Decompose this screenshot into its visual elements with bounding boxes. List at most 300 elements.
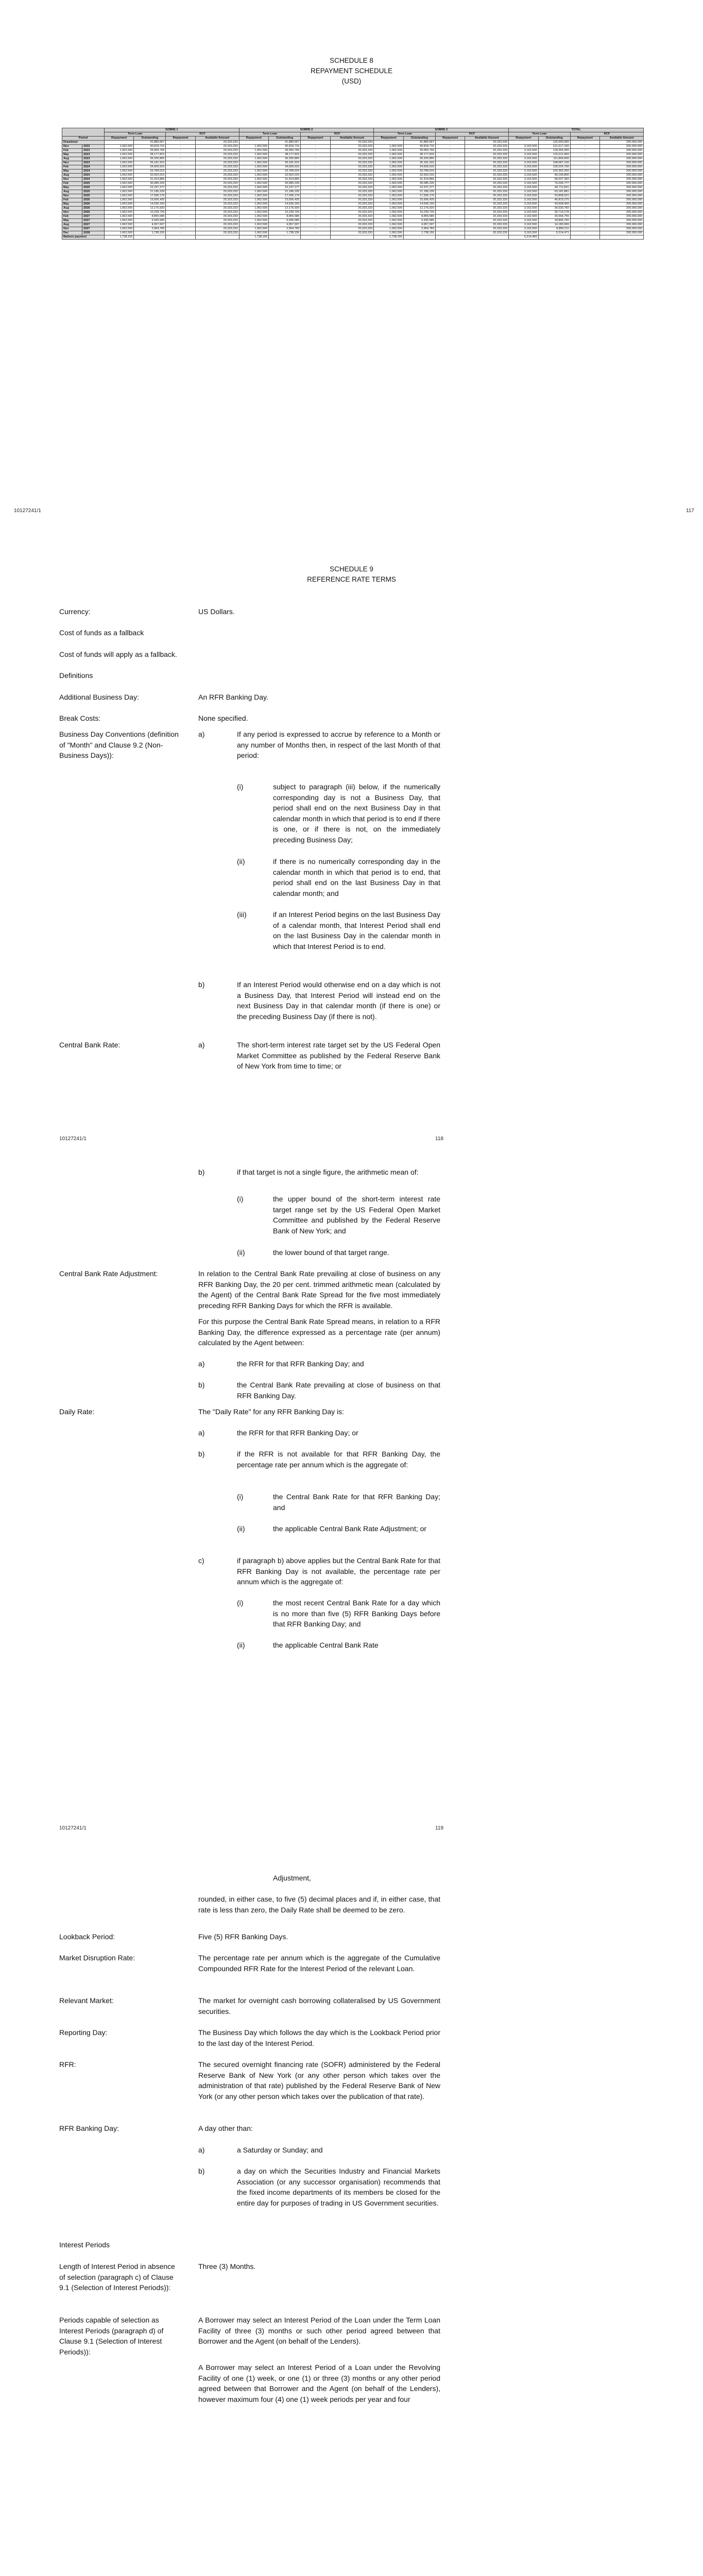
column-header: Repayment	[301, 137, 330, 141]
table-cell: 200,000,000	[600, 157, 644, 161]
table-header-row	[62, 137, 644, 141]
bdc-i-label: (i)	[237, 783, 244, 791]
table-row	[62, 227, 644, 231]
period-cell: Aug	[62, 223, 82, 227]
table-cell: 41,880,667	[403, 141, 435, 145]
table-cell: 20,333,333	[195, 178, 239, 182]
table-cell: -	[435, 149, 465, 153]
schedule-9-title	[0, 564, 703, 585]
table-cell: 1,738,155	[269, 231, 301, 235]
table-cell: -	[570, 153, 599, 157]
table-cell: 36,530,760	[538, 207, 570, 211]
bdc-a-label: a)	[198, 730, 205, 738]
rfr-banking-day-definition: A day other than:	[198, 2124, 253, 2132]
table-cell: 20,333,333	[195, 157, 239, 161]
year-cell: 2027	[82, 219, 105, 223]
table-cell: 1,062,500	[374, 198, 403, 202]
column-header: Repayment	[104, 137, 133, 141]
currency-term: Currency:	[59, 607, 91, 616]
table-cell: -	[435, 215, 465, 219]
table-cell: 36,326,865	[403, 157, 435, 161]
table-row	[62, 170, 644, 174]
table-cell: 1,062,500	[104, 153, 133, 157]
central-bank-rate-term: Central Bank Rate:	[59, 1041, 121, 1049]
table-cell: 30,085,226	[134, 182, 166, 186]
table-cell: 17,936,176	[403, 194, 435, 198]
break-costs-term: Break Costs:	[59, 714, 101, 722]
table-cell: 3,162,500	[509, 231, 538, 235]
cbra-b-text: the Central Bank Rate prevailing at close of business on that RFR Banking Day.	[237, 1381, 440, 1400]
table-cell: -	[166, 207, 195, 211]
table-cell: -	[570, 182, 599, 186]
table-cell: -	[166, 165, 195, 170]
table-cell: -	[435, 161, 465, 165]
table-cell: 20,333,333	[195, 161, 239, 165]
table-cell: 1,738,155	[104, 235, 133, 240]
table-cell: -	[301, 215, 330, 219]
table-cell: 2,964,783	[403, 227, 435, 231]
table-cell: 200,000,000	[600, 223, 644, 227]
table-cell: 35,181,915	[269, 161, 301, 165]
table-cell: -	[301, 211, 330, 215]
table-cell: 102,362,250	[538, 170, 570, 174]
table-cell: 1,062,500	[374, 170, 403, 174]
year-cell: 2025	[82, 194, 105, 198]
table-cell: 1,062,500	[239, 207, 268, 211]
table-cell: -	[570, 231, 599, 235]
table-cell: 111,849,600	[538, 157, 570, 161]
table-cell: 20,333,333	[195, 202, 239, 207]
table-cell: 4,957,007	[134, 223, 166, 227]
daily-rate-intro: The "Daily Rate" for any RFR Banking Day is:	[198, 1408, 345, 1416]
table-cell: 200,000,000	[600, 161, 644, 165]
table-cell: 105,524,700	[538, 165, 570, 170]
table-cell: 1,062,500	[104, 190, 133, 194]
table-cell: -	[435, 202, 465, 207]
table-cell	[600, 235, 644, 240]
year-cell: 2023	[82, 161, 105, 165]
table-cell: -	[435, 165, 465, 170]
period-cell: Dec	[62, 231, 82, 235]
table-row	[62, 178, 644, 182]
business-day-conventions-term: Business Day Conventions (definition of "Month" and Clause 9.2 (Non-Business Days)):	[59, 730, 179, 759]
table-cell: 1,062,500	[104, 215, 133, 219]
table-cell: 3,162,500	[509, 178, 538, 182]
table-cell: -	[269, 235, 301, 240]
table-cell: -	[435, 211, 465, 215]
year-cell: 2027	[82, 227, 105, 231]
table-cell: 1,062,500	[374, 202, 403, 207]
table-cell: 53,808,531	[538, 194, 570, 198]
table-cell: 1,062,500	[104, 145, 133, 149]
table-cell: 20,333,333	[330, 215, 374, 219]
table-cell: 200,000,000	[600, 145, 644, 149]
cbr-i-text: the upper bound of the short-term interest rate target range set by the US Federal Open Market Committee and published by the Federal Reserve Bank of New York; and	[273, 1195, 440, 1235]
table-cell: 1,062,500	[239, 149, 268, 153]
table-row	[62, 161, 644, 165]
table-cell: 20,333,333	[195, 170, 239, 174]
fallback-heading: Cost of funds as a fallback	[59, 629, 144, 637]
table-cell: -	[301, 153, 330, 157]
year-cell: 2026	[82, 202, 105, 207]
table-cell: 3,162,500	[509, 182, 538, 186]
table-cell: -	[301, 219, 330, 223]
table-cell: 3,162,500	[509, 157, 538, 161]
table-cell: 3,162,500	[509, 186, 538, 190]
table-cell: -	[301, 165, 330, 170]
table-row	[62, 174, 644, 178]
table-cell: 20,333,333	[195, 207, 239, 211]
break-costs-definition: None specified.	[198, 714, 248, 722]
table-row	[62, 190, 644, 194]
table-cell: -	[435, 141, 465, 145]
table-cell: 20,333,333	[330, 207, 374, 211]
table-cell: 200,000,000	[600, 141, 644, 145]
table-cell: 20,333,333	[330, 149, 374, 153]
year-cell: 2023	[82, 149, 105, 153]
reporting-day-term: Reporting Day:	[59, 2028, 108, 2037]
period-cell: May	[62, 153, 82, 157]
table-cell: -	[166, 198, 195, 202]
column-header: Outstanding	[403, 137, 435, 141]
table-cell: 1,062,500	[239, 157, 268, 161]
table-cell: 1,062,500	[374, 178, 403, 182]
periods-capable-of-selection-paragraph-2: A Borrower may select an Interest Period of a Loan under the Revolving Facility of one (1) week, or one (1) or three (3) months or any other period agreed between that Borrower and the Agent (on behalf of the Lenders), however maximum four (4) one (1) week periods per year and four	[198, 2363, 440, 2403]
table-cell: 200,000,000	[600, 227, 644, 231]
table-row	[62, 223, 644, 227]
table-cell: -	[570, 215, 599, 219]
table-cell: 1,062,500	[374, 157, 403, 161]
table-cell: 30,085,226	[269, 182, 301, 186]
table-cell: 30,719,178	[538, 211, 570, 215]
cbr-ii-text: the lower bound of that target range.	[273, 1248, 389, 1257]
table-cell: 3,162,500	[509, 227, 538, 231]
period-cell: Nov	[62, 161, 82, 165]
table-cell: 20,333,333	[330, 186, 374, 190]
table-cell: -	[301, 145, 330, 149]
table-cell: 20,333,333	[195, 223, 239, 227]
table-cell: -	[134, 235, 166, 240]
currency-note: (USD)	[341, 77, 362, 85]
year-cell: 2022	[82, 145, 105, 149]
table-cell: 200,000,000	[600, 174, 644, 178]
table-cell: 1,062,500	[374, 223, 403, 227]
table-cell: -	[166, 215, 195, 219]
table-cell: 20,333,333	[195, 145, 239, 149]
table-cell: -	[570, 141, 599, 145]
period-cell: Feb	[62, 215, 82, 219]
column-header: Available Amount	[600, 137, 644, 141]
length-of-interest-period-term: Length of Interest Period in absence of selection (paragraph c) of Clause 9.1 (Selection of Interest Periods)):	[59, 2262, 175, 2292]
reporting-day-definition: The Business Day which follows the day which is the Lookback Period prior to the last day of the Interest Period.	[198, 2028, 440, 2047]
table-cell: 20,333,333	[195, 186, 239, 190]
table-cell: 1,062,500	[239, 161, 268, 165]
table-cell: -	[301, 157, 330, 161]
table-cell: 38,177,815	[134, 153, 166, 157]
table-cell: 200,000,000	[600, 182, 644, 186]
table-cell: -	[301, 174, 330, 178]
footer-ref: 10127241/1	[59, 1136, 87, 1142]
table-cell: 1,062,500	[374, 194, 403, 198]
cbr-b-text: if that target is not a single figure, the arithmetic mean of:	[237, 1168, 419, 1176]
schedule-heading: REFERENCE RATE TERMS	[307, 575, 396, 583]
table-row	[62, 235, 644, 240]
table-cell: 20,333,333	[330, 174, 374, 178]
table-cell: 20,333,333	[195, 215, 239, 219]
table-cell: -	[301, 223, 330, 227]
table-cell: 31,414,865	[269, 178, 301, 182]
table-row	[62, 165, 644, 170]
table-cell: -	[570, 219, 599, 223]
table-cell: 20,333,333	[330, 198, 374, 202]
currency-definition: US Dollars.	[198, 607, 235, 616]
table-cell: 1,062,500	[104, 231, 133, 235]
rfr-term: RFR:	[59, 2060, 76, 2069]
table-cell: 26,566,755	[538, 215, 570, 219]
year-cell: 2024	[82, 178, 105, 182]
table-cell: 200,000,000	[600, 202, 644, 207]
dr-b-label: b)	[198, 1450, 205, 1458]
table-cell: -	[570, 194, 599, 198]
period-cell: Feb	[62, 198, 82, 202]
table-cell: -	[435, 194, 465, 198]
table-cell: 8,855,585	[403, 215, 435, 219]
table-cell: -	[435, 198, 465, 202]
column-header: Repayment	[166, 137, 195, 141]
table-cell: 4,957,007	[403, 223, 435, 227]
bdc-i-text: subject to paragraph (iii) below, if the numerically corresponding day is not a Business Day, that period shall end on the next Business Day in that calendar month in which that period is to end if there is one, or if there is not, on the immediately preceding Business Day;	[273, 783, 440, 844]
table-row	[62, 202, 644, 207]
table-cell: 3,162,500	[509, 194, 538, 198]
table-cell: 20,333,333	[465, 165, 509, 170]
period-header: Period	[62, 137, 105, 141]
table-cell: 20,333,333	[330, 157, 374, 161]
table-cell: 33,789,015	[269, 170, 301, 174]
rbd-a-text: a Saturday or Sunday; and	[237, 2146, 323, 2154]
table-cell: 38,177,815	[269, 153, 301, 157]
schedule-heading: REPAYMENT SCHEDULE	[310, 67, 393, 75]
table-cell: 1,062,500	[104, 223, 133, 227]
table-cell: 3,162,500	[509, 145, 538, 149]
table-cell: -	[301, 141, 330, 145]
rfr-definition: The secured overnight financing rate (SOFR) administered by the Federal Reserve Bank of New York (or any other person which takes over the administration of that rate) published by the Federal Reserve Bank of New York (or any other person which takes over the publication of that rate).	[198, 2060, 440, 2100]
bdc-b-text: If an Interest Period would otherwise end on a day which is not a Business Day, that Interest Period will instead end on the next Business Day in that calendar month (if there is one) or the preceding Business Day (if there is not).	[237, 980, 440, 1021]
table-cell: 20,333,333	[465, 186, 509, 190]
table-cell: 200,000,000	[600, 198, 644, 202]
table-cell: -	[301, 198, 330, 202]
table-cell: -	[570, 170, 599, 174]
table-cell: 20,333,333	[330, 178, 374, 182]
table-cell: 5,214,471	[538, 231, 570, 235]
year-cell: 2025	[82, 190, 105, 194]
table-cell: 1,062,500	[104, 174, 133, 178]
table-cell: -	[301, 186, 330, 190]
table-cell: 20,333,333	[195, 149, 239, 153]
table-cell: -	[403, 235, 435, 240]
year-cell: 2024	[82, 170, 105, 174]
table-cell: 1,062,500	[374, 145, 403, 149]
year-cell: 2024	[82, 165, 105, 170]
table-cell: 20,333,333	[465, 153, 509, 157]
table-cell: 4,957,007	[269, 223, 301, 227]
period-cell: Nov	[62, 145, 82, 149]
table-cell: 200,000,000	[600, 194, 644, 198]
table-cell: 66,711,831	[538, 186, 570, 190]
table-cell: 20,333,333	[195, 190, 239, 194]
schedule-8-title	[0, 56, 703, 87]
header-blank	[62, 128, 105, 137]
table-cell: -	[435, 153, 465, 157]
table-cell: -	[570, 157, 599, 161]
table-cell: 20,333,333	[330, 145, 374, 149]
table-cell: 200,000,000	[600, 186, 644, 190]
table-cell	[509, 141, 538, 145]
table-cell: 1,062,500	[239, 227, 268, 231]
lookback-period-term: Lookback Period:	[59, 1933, 115, 1941]
table-cell: -	[570, 190, 599, 194]
table-cell: 1,062,500	[374, 211, 403, 215]
dr-c-text: if paragraph b) above applies but the Central Bank Rate for that RFR Banking Day is not available, the percentage rate per annum which is the aggregate of:	[237, 1556, 440, 1586]
table-cell: 20,333,333	[465, 219, 509, 223]
table-cell: -	[166, 202, 195, 207]
table-cell: -	[166, 153, 195, 157]
table-cell: 1,062,500	[374, 149, 403, 153]
table-cell: -	[570, 161, 599, 165]
table-cell: 17,936,176	[269, 194, 301, 198]
table-cell: 38,177,815	[403, 153, 435, 157]
table-cell: -	[301, 182, 330, 186]
table-cell: -	[570, 149, 599, 153]
table-cell: -	[435, 170, 465, 174]
table-cell: -	[301, 149, 330, 153]
table-cell: 1,062,500	[104, 207, 133, 211]
table-cell: -	[301, 178, 330, 182]
cbr-ii-label: (ii)	[237, 1248, 245, 1257]
table-cell: 20,333,333	[465, 202, 509, 207]
cbra-paragraph-1: In relation to the Central Bank Rate prevailing at close of business on any RFR Banking Day, the 20 per cent. trimmed arithmetic mean (calculated by the Agent) of the Central Bank Rate Spread for the five most immediately preceding RFR Banking Days for which the RFR is available.	[198, 1269, 440, 1310]
table-cell: 20,333,333	[330, 182, 374, 186]
table-cell: 20,333,333	[195, 153, 239, 157]
period-cell: Feb	[62, 149, 82, 153]
table-row	[62, 182, 644, 186]
table-row	[62, 211, 644, 215]
table-cell: 6,935,585	[403, 219, 435, 223]
table-cell: -	[435, 178, 465, 182]
dr-b-text: if the RFR is not available for that RFR Banking Day, the percentage rate per annum which is the aggregate of:	[237, 1450, 440, 1469]
table-cell: -	[570, 145, 599, 149]
table-cell: 20,333,333	[330, 202, 374, 207]
table-cell: 20,333,333	[330, 194, 374, 198]
column-header: Available Amount	[465, 137, 509, 141]
table-cell: 99,199,800	[538, 174, 570, 178]
table-cell: -	[570, 207, 599, 211]
table-row	[62, 194, 644, 198]
table-cell: 35,181,915	[403, 161, 435, 165]
table-cell: 20,333,333	[465, 157, 509, 161]
period-cell: Balloon payment	[62, 235, 105, 240]
table-cell: 121,517,150	[538, 145, 570, 149]
table-cell: 34,609,915	[403, 165, 435, 170]
table-cell: 20,333,333	[195, 211, 239, 215]
table-cell: 30,085,226	[403, 182, 435, 186]
period-cell: Aug	[62, 190, 82, 194]
table-cell: 20,333,333	[330, 231, 374, 235]
table-cell: -	[570, 178, 599, 182]
cbra-a-label: a)	[198, 1360, 205, 1368]
column-header: Outstanding	[538, 137, 570, 141]
table-cell: -	[435, 186, 465, 190]
table-cell: 20,333,333	[465, 198, 509, 202]
table-header-row	[62, 132, 644, 137]
table-cell: -	[435, 157, 465, 161]
table-cell: -	[570, 227, 599, 231]
table-cell: 18,806,755	[538, 219, 570, 223]
table-cell: -	[166, 219, 195, 223]
table-cell: 12,176,920	[403, 207, 435, 211]
table-cell: 3,162,500	[509, 174, 538, 178]
period-cell: Aug	[62, 157, 82, 161]
table-cell: -	[166, 186, 195, 190]
length-of-interest-period-definition: Three (3) Months.	[198, 2262, 256, 2270]
table-cell: 5,214,465	[509, 235, 538, 240]
table-cell: -	[301, 170, 330, 174]
table-cell: -	[538, 235, 570, 240]
fallback-text: Cost of funds will apply as a fallback.	[59, 650, 177, 658]
dr-b-ii-label: (ii)	[237, 1524, 245, 1533]
column-header: Available Amount	[330, 137, 374, 141]
year-cell: 2025	[82, 182, 105, 186]
table-cell: 3,162,500	[509, 149, 538, 153]
year-cell: 2028	[82, 231, 105, 235]
table-cell: 200,000,000	[600, 211, 644, 215]
table-cell: 20,333,333	[465, 161, 509, 165]
table-cell: 33,789,015	[403, 170, 435, 174]
repayment-schedule-table	[62, 128, 644, 240]
table-cell: 1,738,155	[134, 231, 166, 235]
market-disruption-rate-term: Market Disruption Rate:	[59, 1954, 135, 1962]
table-cell: 2,964,783	[134, 227, 166, 231]
table-cell: 20,333,333	[465, 223, 509, 227]
table-cell: 1,062,500	[239, 231, 268, 235]
table-cell: 20,333,333	[465, 227, 509, 231]
additional-business-day-definition: An RFR Banking Day.	[198, 693, 268, 701]
table-cell: 20,333,333	[330, 141, 374, 145]
table-cell: 17,936,176	[134, 194, 166, 198]
page-119	[0, 1151, 703, 1842]
table-cell: 20,333,333	[330, 223, 374, 227]
table-cell: 3,162,500	[509, 161, 538, 165]
cbr-i-label: (i)	[237, 1195, 244, 1203]
table-cell: -	[301, 161, 330, 165]
bdc-a-text: If any period is expressed to accrue by reference to a Month or any number of Months then, in respect of the last Month of that period:	[237, 730, 440, 759]
daily-rate-term: Daily Rate:	[59, 1408, 95, 1416]
table-cell: -	[166, 161, 195, 165]
year-cell: 2026	[82, 207, 105, 211]
table-cell: 6,935,585	[134, 219, 166, 223]
table-cell: 15,606,425	[134, 198, 166, 202]
table-cell: 20,333,333	[465, 211, 509, 215]
table-cell	[104, 141, 133, 145]
periods-capable-of-selection-term: Periods capable of selection as Interest Periods (paragraph d) of Clause 9.1 (Selection of Interest Periods)):	[59, 2316, 164, 2356]
table-cell: 200,000,000	[600, 190, 644, 194]
table-cell: 1,062,500	[104, 165, 133, 170]
table-cell: 63,181,881	[538, 190, 570, 194]
footer-page-number: 117	[686, 508, 694, 514]
cbr-a-label: a)	[198, 1041, 205, 1049]
table-cell: 1,062,500	[374, 219, 403, 223]
definitions-heading: Definitions	[59, 671, 93, 680]
table-cell: 22,237,277	[403, 186, 435, 190]
